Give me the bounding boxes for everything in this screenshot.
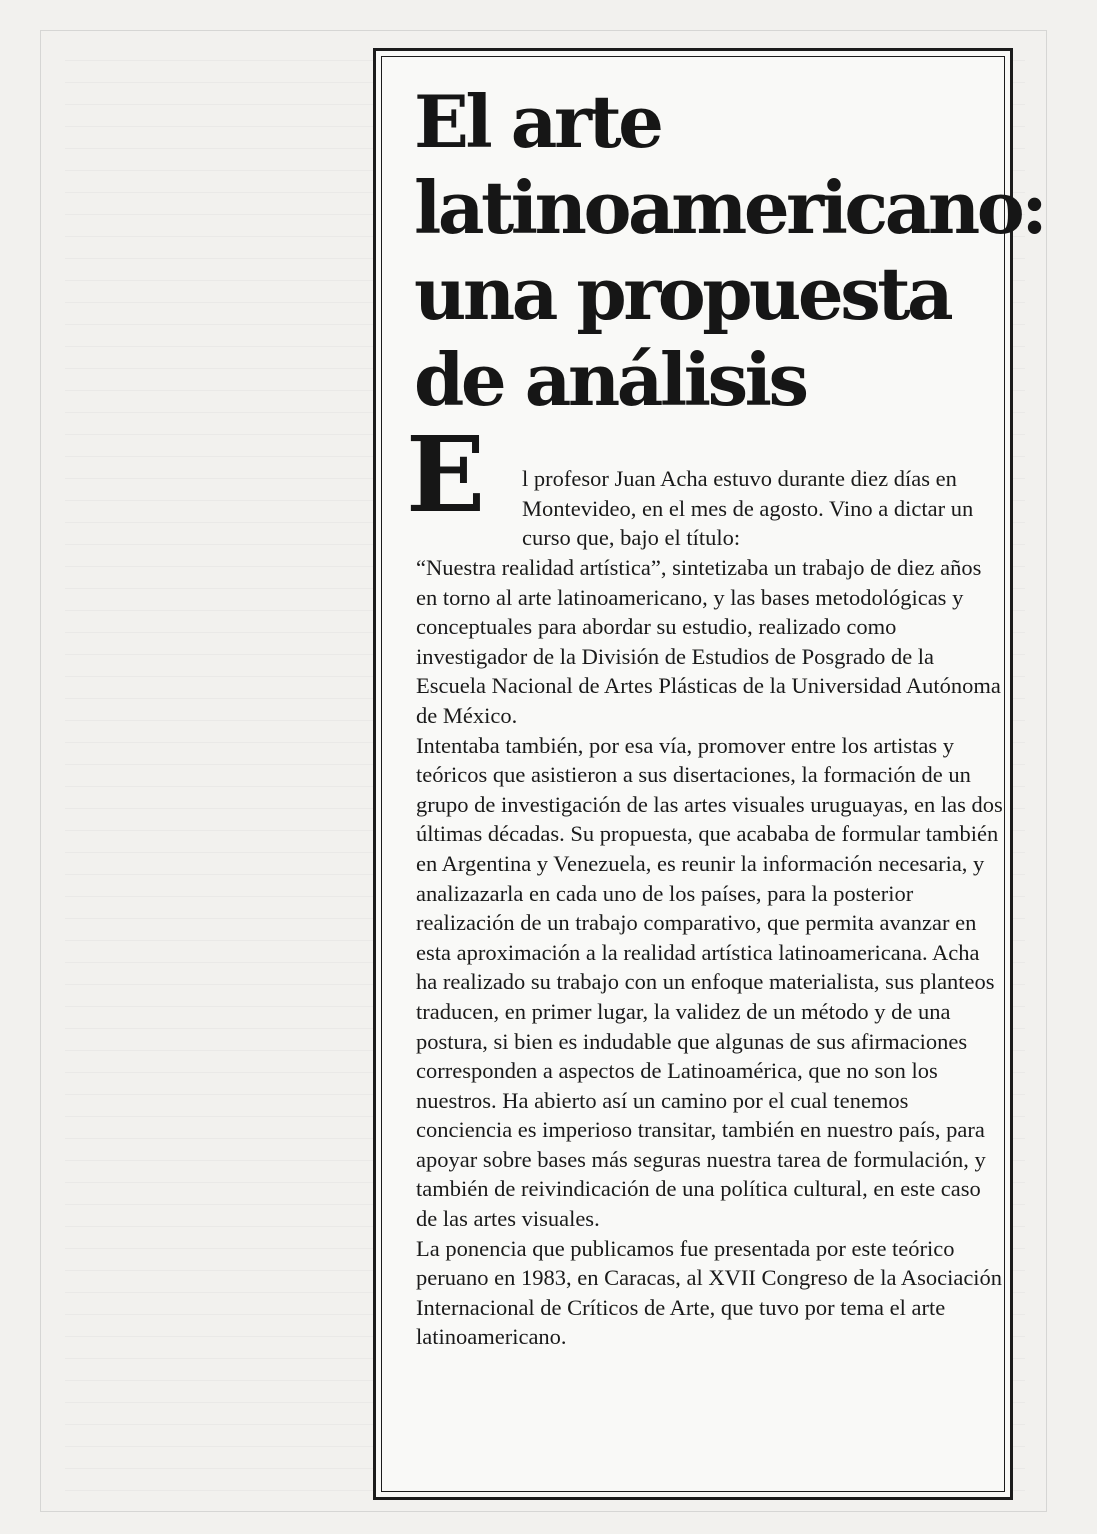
article-body — [416, 553, 1006, 1352]
paragraph-1: “Nuestra realidad artística”, sintetizaba un trabajo de diez años en torno al arte latinoamericano, y las bases metodológicas y conceptuales para abordar su estudio, realizado como investigador de la División de Estudios de Posgrado de la Escuela Nacional de Artes Plásticas de la Universidad Autónoma de México. — [416, 555, 1001, 728]
title-line-2: latinoamericano: — [414, 165, 1045, 250]
drop-cap: E — [406, 413, 486, 536]
lead-paragraph — [522, 464, 1002, 553]
title-line-1: El arte — [414, 79, 661, 164]
lead-text: l profesor Juan Acha estuvo durante diez días en Montevideo, en el mes de agosto. Vino a dictar un curso que, bajo el título: — [522, 466, 974, 551]
article-title — [414, 79, 1045, 423]
paragraph-3: La ponencia que publicamos fue presentada por este teórico peruano en 1983, en Caracas, al XVII Congreso de la Asociación Internacional de Críticos de Arte, que tuvo por tema el arte latinoamericano. — [416, 1235, 1003, 1350]
title-line-4: de análisis — [414, 337, 806, 422]
paragraph-2: Intentaba también, por esa vía, promover entre los artistas y teóricos que asistieron a sus disertaciones, la formación de un grupo de investigación de las artes visuales uruguayas, en las dos últimas décadas. Su propuesta, que acababa de formular también en Argentina y Venezuela, es reunir la información necesaria, y analizazarla en cada uno de los países, para la posterior realización de un trabajo comparativo, que permita avanzar en esta aproximación a la realidad artística latinoamericana. Acha ha realizado su trabajo con un enfoque materialista, sus planteos traducen, en primer lugar, la validez de un método y de una postura, si bien es indudable que algunas de sus afirmaciones corresponden a aspectos de Latinoamérica, que no son los nuestros. Ha abierto así un camino por el cual tenemos conciencia es imperioso transitar, también en nuestro país, para apoyar sobre bases más seguras nuestra tarea de formulación, y también de reivindicación de una política cultural, en este caso de las artes visuales. — [416, 732, 1003, 1232]
title-line-3: una propuesta — [414, 251, 951, 336]
article-box — [373, 48, 1045, 1500]
